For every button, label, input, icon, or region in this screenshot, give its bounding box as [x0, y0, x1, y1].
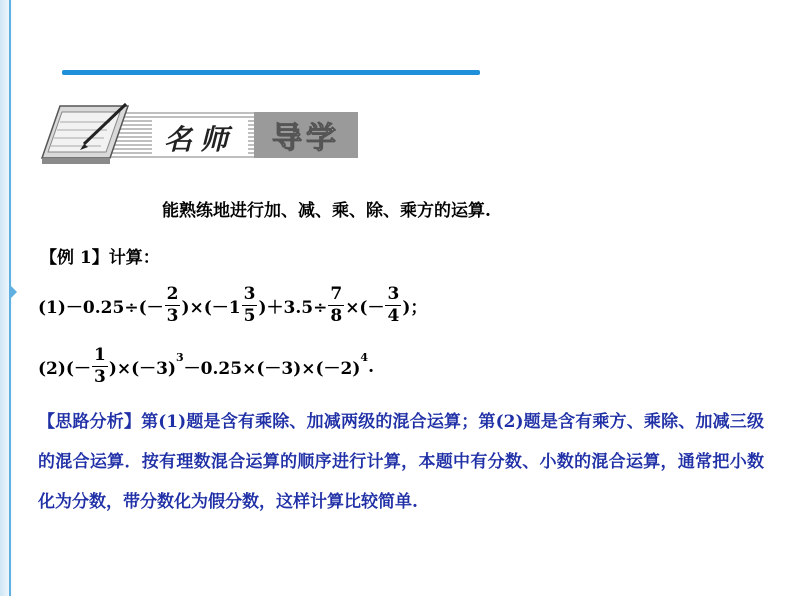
- fraction-2-3: [165, 286, 181, 325]
- section-banner: [40, 98, 340, 164]
- analysis-label: 【思路分析】: [38, 412, 142, 432]
- formula-1-seg3: )＋3.5÷: [258, 298, 328, 318]
- fraction-numerator: 7: [330, 284, 343, 304]
- banner-name-text: 名师: [152, 120, 248, 156]
- analysis-text: 第(1)题是含有乘除、加减两级的混合运算；第(2)题是含有乘方、乘除、加减三级的混合运算．按有理数混合运算的顺序进行计算，本题中有分数、小数的混合运算，通常把小数化为分数，带分数化为假分数，这样计算比较简单.: [38, 412, 764, 512]
- left-rail: [0, 0, 14, 596]
- formula-1-seg2: )×(－1: [181, 298, 241, 318]
- formula-1: [38, 286, 427, 325]
- exponent-3: 3: [176, 351, 184, 364]
- fraction-denominator: 8: [330, 306, 343, 326]
- fraction-numerator: 2: [166, 284, 179, 304]
- notebook-pen-icon: [40, 98, 130, 164]
- fraction-denominator: 3: [166, 306, 179, 326]
- fraction-denominator: 4: [387, 306, 400, 326]
- formula-2-seg2: )×(－3): [108, 359, 177, 379]
- fraction-denominator: 5: [243, 306, 256, 326]
- fraction-numerator: 1: [93, 345, 106, 365]
- formula-1-seg4: ×(－: [345, 298, 385, 318]
- fraction-numerator: 3: [243, 284, 256, 304]
- formula-1-prefix: (1)－0.25÷(－: [38, 298, 164, 318]
- learning-objective: 能熟练地进行加、减、乘、除、乘方的运算.: [162, 201, 491, 221]
- fraction-3-5: [242, 286, 258, 325]
- fraction-numerator: 3: [387, 284, 400, 304]
- example-heading: [40, 243, 160, 268]
- analysis-paragraph: [38, 402, 764, 522]
- fraction-denominator: 3: [93, 367, 106, 387]
- example-label: 【例 1】: [40, 248, 109, 268]
- formula-2-suffix: .: [368, 356, 374, 377]
- top-accent-bar: [62, 70, 480, 75]
- fraction-1-3: [92, 347, 108, 386]
- formula-1-suffix: )；: [402, 298, 428, 318]
- formula-2: [38, 347, 374, 386]
- example-instruction: 计算：: [108, 248, 160, 268]
- formula-2-prefix: (2)(－: [38, 359, 91, 379]
- fraction-3-4: [385, 286, 401, 325]
- left-rail-arrow-icon: [9, 284, 17, 300]
- exponent-4: 4: [360, 351, 369, 364]
- formula-2-seg3: －0.25×(－3)×(－2): [183, 359, 361, 379]
- banner-guide-text: 导学: [254, 112, 358, 158]
- fraction-7-8: [328, 286, 344, 325]
